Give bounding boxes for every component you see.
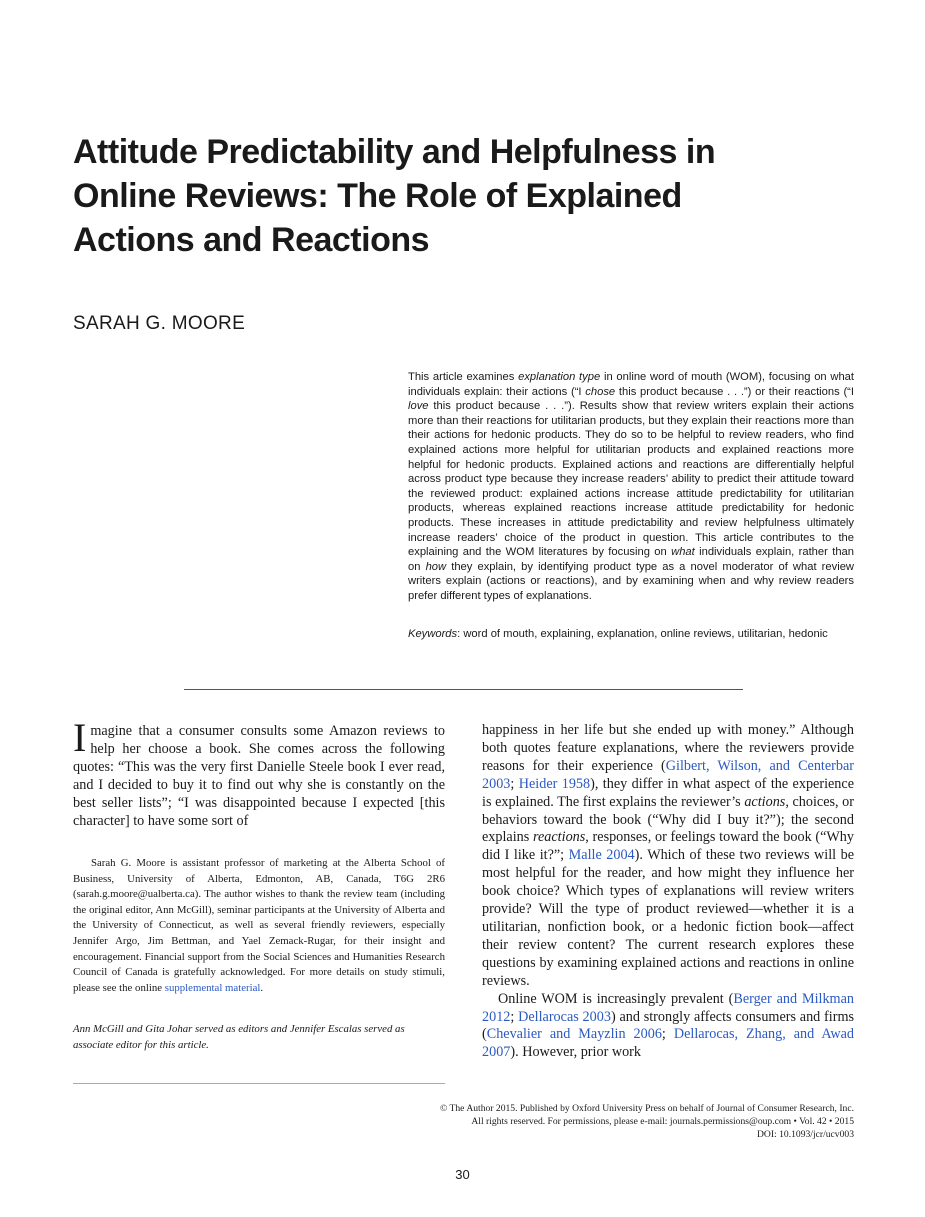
abstract: This article examines explanation type in online word of mouth (WOM), focusing on what individuals explain: their actions (“I chose this product because . . .”) or their reactions (“I love this product because . . .”). Results show that review writers explain their actions more than their reactions for utilitarian products, but they explain their reactions more than their actions for hedonic products. They do so to be helpful to review readers, who find explained actions more helpful for utilitarian products and explained reactions more helpful for hedonic products. Explained actions and reactions are differentially helpful across product type because they increase readers’ ability to predict their attitude toward the reviewed product: explained actions increase attitude predictability for utilitarian products, whereas explained reactions increase attitude predictability for hedonic products. These increases in attitude predictability and review helpfulness ultimately increase readers’ choice of the product in question. This article contributes to the explaining and the WOM literatures by focusing on what individuals explain, rather than on how they explain, by identifying product type as a novel moderator of what review writers explain (actions or reactions), and by examining when and why review readers prefer different types of explanations. bbox=[408, 371, 855, 602]
keywords-text: : word of mouth, explaining, explanation, online reviews, utilitarian, hedonic bbox=[457, 628, 828, 640]
body-column-left bbox=[73, 715, 445, 830]
citation-link[interactable]: Dellarocas 2003 bbox=[518, 1008, 611, 1025]
title-line: Online Reviews: The Role of Explained bbox=[73, 177, 682, 215]
author-name: SARAH G. MOORE bbox=[73, 313, 246, 334]
citation-link[interactable]: Dellarocas, Zhang, and Awad 2007 bbox=[482, 1026, 854, 1061]
keywords-label: Keywords bbox=[408, 628, 458, 640]
paragraph: happiness in her life but she ended up with money.” Although both quotes feature explanations, where the reviewers provide reasons for their experience (Gilbert, Wilson, and Centerbar 2003; Heider 1958), they differ in what aspect of the experience is explained. The first explains the reviewer’s actions, choices, or behaviors toward the book (“Why did I buy it?”); the second explains reactions, responses, or feelings toward the book (“Why did I like it?”; Malle 2004). Which of these two reviews will be most helpful for the reader, and how might they influence her book choice? Which types of explanations will review writers provide? Will the type of product reviewed—whether it is a utilitarian, nonfiction book, or a hedonic fiction book—affect their review content? The current research explores these questions by examining explained actions and reactions in online reviews. bbox=[482, 722, 855, 989]
citation-link[interactable]: Berger and Milkman 2012 bbox=[482, 990, 854, 1025]
editors-note: Ann McGill and Gita Johar served as editors and Jennifer Escalas served as associate editor for this article. bbox=[73, 1023, 405, 1051]
drop-cap: I bbox=[73, 715, 87, 760]
citation-link[interactable]: Chevalier and Mayzlin 2006 bbox=[486, 1026, 662, 1043]
section-divider bbox=[184, 689, 743, 690]
title-line: Attitude Predictability and Helpfulness in bbox=[73, 133, 716, 171]
citation-link[interactable]: Gilbert, Wilson, and Centerbar 2003 bbox=[482, 757, 855, 792]
footnote-divider bbox=[73, 1083, 445, 1084]
page-number: 30 bbox=[455, 1167, 470, 1182]
citation-link[interactable]: Heider 1958 bbox=[518, 775, 591, 792]
body-column-right bbox=[482, 722, 854, 1062]
citation-link[interactable]: Malle 2004 bbox=[568, 847, 635, 864]
author-footnote: Sarah G. Moore is assistant professor of marketing at the Alberta School of Business, University of Alberta, Edmonton, AB, Canada, T6G 2R6 (sarah.g.moore@ualberta.ca). The author wishes to thank the review team (including the original editor, Ann McGill), seminar participants at the University of Alberta and the University of Connecticut, as well as several friendly reviewers, especially Jennifer Argo, Jim Bettman, and Yael Zemack-Rugar, for their insight and encouragement. Financial support from the Social Sciences and Humanities Research Council of Canada is gratefully acknowledged. For more details on study stimuli, please see the online supplemental material. bbox=[73, 857, 445, 994]
body-text: magine that a consumer consults some Amazon reviews to help her choose a book. She comes across the following quotes: “This was the very first Danielle Steele book I ever read, and I decided to buy it to find out why she is constantly on the best seller lists”; “I was disappointed because I expected [this character] to have some sort of bbox=[73, 723, 445, 829]
title-line: Actions and Reactions bbox=[73, 221, 430, 259]
paragraph: Online WOM is increasingly prevalent (Berger and Milkman 2012; Dellarocas 2003) and strongly affects consumers and firms (Chevalier and Mayzlin 2006; Dellarocas, Zhang, and Awad 2007). However, prior work bbox=[482, 990, 854, 1061]
keywords bbox=[408, 627, 854, 642]
supplemental-material-link[interactable]: supplemental material bbox=[164, 981, 261, 994]
copyright-notice: © The Author 2015. Published by Oxford University Press on behalf of Journal of Consumer Research, Inc. All rights reserved. For permissions, please e-mail: journals.permissions@oup.com • Vol. 42 • 2015 DOI: 10.1093/jcr/ucv003 bbox=[440, 1103, 854, 1141]
article-title bbox=[73, 130, 853, 262]
